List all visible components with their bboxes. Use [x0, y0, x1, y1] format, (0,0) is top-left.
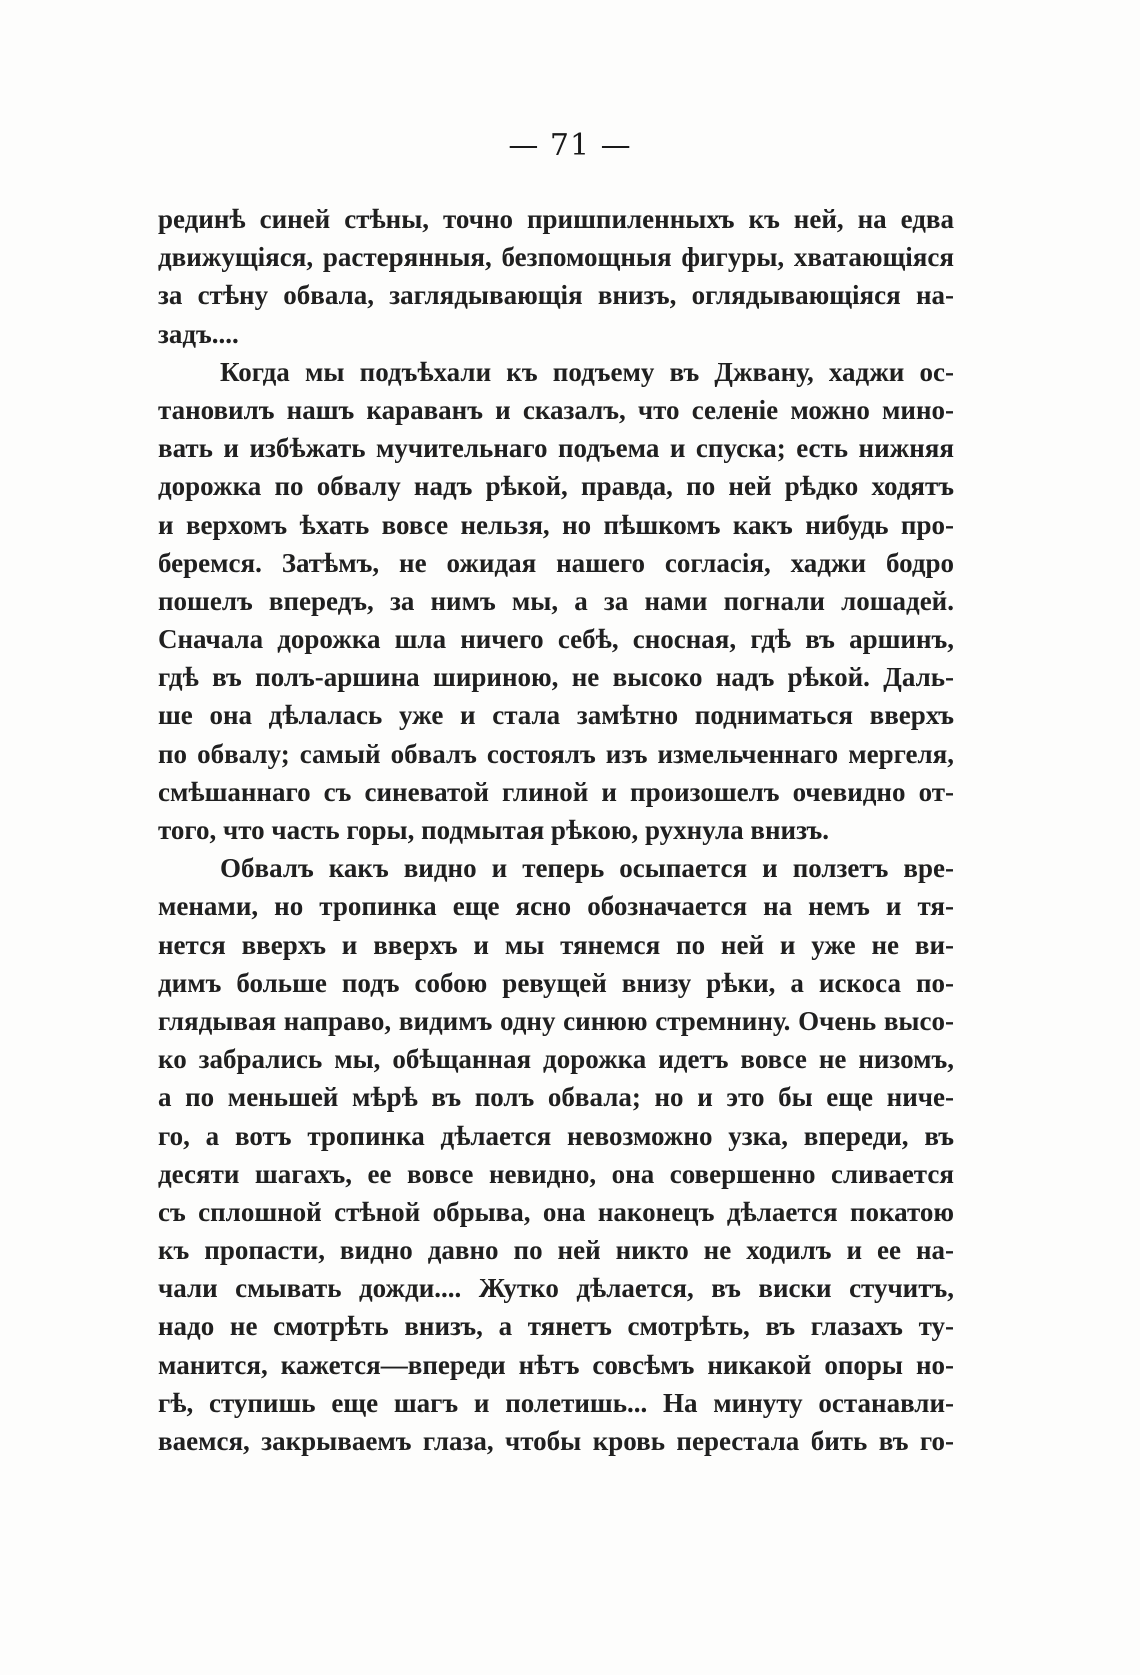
text-line: движущіяся, растерянныя, безпомощныя фигуры, хватающіяся	[158, 242, 954, 273]
page-number: — 71 —	[508, 128, 632, 163]
text-line: къ пропасти, видно давно по ней никто не ходилъ и ее на-	[158, 1235, 954, 1266]
text-line: рединѣ синей стѣны, точно пришпиленныхъ къ ней, на едва	[158, 204, 954, 234]
text-line: манится, кажется—впереди нѣтъ совсѣмъ никакой опоры но-	[158, 1349, 954, 1380]
text-line: за стѣну обвала, заглядывающія внизъ, оглядывающіяся на-	[158, 280, 954, 311]
text-line: задъ....	[158, 318, 239, 349]
text-line: гѣ, ступишь еще шагъ и полетишь... На минуту останавли-	[158, 1387, 954, 1418]
body-text	[158, 200, 954, 1460]
text-line: нется вверхъ и вверхъ и мы тянемся по ней и уже не ви-	[158, 929, 954, 960]
text-line: чали смывать дожди.... Жутко дѣлается, въ виски стучитъ,	[158, 1273, 954, 1304]
text-line: того, что часть горы, подмытая рѣкою, рухнула внизъ.	[158, 815, 829, 845]
text-line: смѣшаннаго съ синеватой глиной и произошелъ очевидно от-	[158, 776, 954, 807]
text-line: Сначала дорожка шла ничего себѣ, сносная, гдѣ въ аршинъ,	[158, 624, 954, 655]
text-line: дорожка по обвалу надъ рѣкой, правда, по ней рѣдко ходятъ	[158, 471, 954, 502]
text-line: и верхомъ ѣхать вовсе нельзя, но пѣшкомъ какъ нибудь про-	[158, 509, 954, 540]
text-line: гдѣ въ полъ-аршина шириною, не высоко надъ рѣкой. Даль-	[158, 662, 954, 693]
text-line: глядывая направо, видимъ одну синюю стремнину. Очень высо-	[158, 1005, 954, 1036]
text-line: вать и избѣжать мучительнаго подъема и спуска; есть нижняя	[158, 433, 954, 464]
text-line: ваемся, закрываемъ глаза, чтобы кровь перестала бить въ го-	[158, 1426, 954, 1456]
text-line: Обвалъ какъ видно и теперь осыпается и ползетъ вре-	[220, 853, 954, 884]
text-line: десяти шагахъ, ее вовсе невидно, она совершенно сливается	[158, 1158, 954, 1189]
text-line: съ сплошной стѣной обрыва, она наконецъ дѣлается покатою	[158, 1196, 954, 1227]
text-line: менами, но тропинка еще ясно обозначается на немъ и тя-	[158, 891, 954, 922]
text-line: беремся. Затѣмъ, не ожидая нашего согласія, хаджи бодро	[158, 547, 954, 578]
text-line: по обвалу; самый обвалъ состоялъ изъ измельченнаго мергеля,	[158, 738, 954, 769]
text-line: димъ больше подъ собою ревущей внизу рѣки, а искоса по-	[158, 967, 954, 998]
text-line: ше она дѣлалась уже и стала замѣтно подниматься вверхъ	[158, 700, 954, 731]
text-line: пошелъ впередъ, за нимъ мы, а за нами погнали лошадей.	[158, 585, 954, 616]
text-line: надо не смотрѣть внизъ, а тянетъ смотрѣть, въ глазахъ ту-	[158, 1311, 954, 1342]
text-line: а по меньшей мѣрѣ въ полъ обвала; но и это бы еще ниче-	[158, 1082, 954, 1113]
text-line: ко забрались мы, обѣщанная дорожка идетъ вовсе не низомъ,	[158, 1044, 954, 1075]
text-line: Когда мы подъѣхали къ подъему въ Джвану, хаджи ос-	[220, 356, 954, 387]
text-line: го, а вотъ тропинка дѣлается невозможно узка, впереди, въ	[158, 1120, 954, 1151]
text-line: тановилъ нашъ караванъ и сказалъ, что селеніе можно мино-	[158, 394, 954, 425]
